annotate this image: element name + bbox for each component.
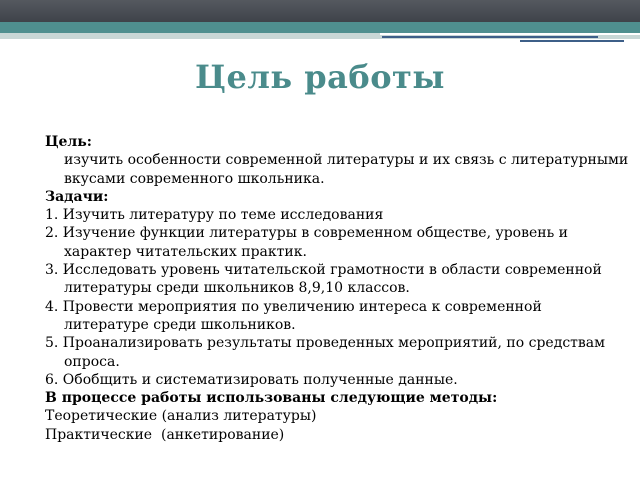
goal-heading: Цель: [45,134,92,150]
method-item: Теоретические (анализ литературы) [45,408,317,425]
header-band-dark [0,0,640,22]
method-item: Практические (анкетирование) [45,426,285,443]
task-item: 3. Исследовать уровень читательской грамотности в области современной литературы среди школьников 8,9,10 классов. [45,262,602,297]
task-item: 1. Изучить литературу по теме исследования [45,207,384,224]
task-item: 4. Провести мероприятия по увеличению интереса к современной литературе среди школьников. [45,298,542,333]
tasks-heading: Задачи: [45,188,109,205]
goal-text: изучить особенности современной литературы и их связь с литературными вкусами современного школьника. [64,152,629,187]
decorative-line [382,36,598,38]
slide-body [45,133,630,444]
header-band-teal [0,22,640,33]
decorative-line [380,33,640,35]
task-item: 6. Обобщить и систематизировать полученные данные. [45,371,458,388]
task-item: 2. Изучение функции литературы в современном обществе, уровень и характер читательских практик. [45,225,568,260]
slide-title: Цель работы [195,58,445,96]
decorative-line [520,40,624,42]
methods-heading: В процессе работы использованы следующие методы: [45,390,498,407]
task-item: 5. Проанализировать результаты проведенных мероприятий, по средствам опроса. [45,335,606,370]
